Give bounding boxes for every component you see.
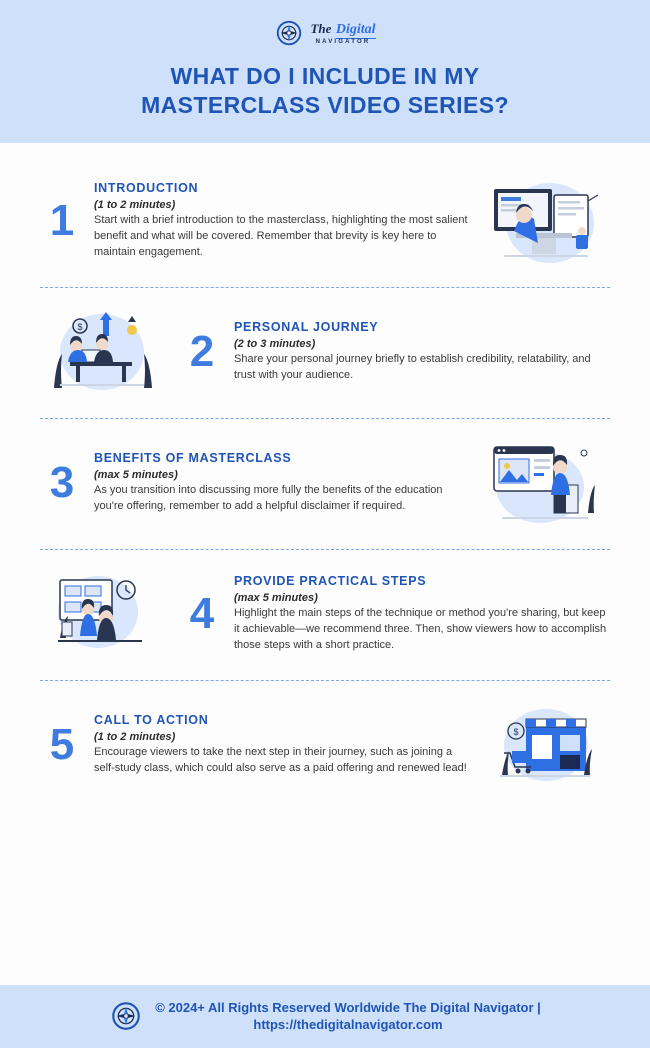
online-store-cart-illustration (480, 695, 610, 795)
step-body: As you transition into discussing more fully the benefits of the education you're offering, remember to add a helpful disclaimer if required. (94, 483, 443, 512)
step-heading: PROVIDE PRACTICAL STEPS (234, 573, 427, 588)
step-duration: (1 to 2 minutes) (94, 730, 176, 743)
step-number: 5 (49, 719, 75, 769)
step-item-1 (40, 157, 610, 287)
compass-icon (274, 18, 304, 48)
step-text (234, 320, 610, 384)
whiteboard-planning-illustration (40, 564, 170, 664)
steps-list (0, 143, 650, 985)
step-item-4 (40, 550, 610, 680)
step-item-2 (40, 288, 610, 418)
step-number: 1 (49, 195, 75, 245)
step-number: 4 (189, 588, 215, 638)
svg-text:$: $ (513, 726, 519, 737)
step-text (94, 181, 470, 261)
footer-line2[interactable]: https://thedigitalnavigator.com (253, 1017, 443, 1033)
presentation-screen-illustration (480, 171, 610, 271)
compass-icon (109, 999, 143, 1033)
step-body: Share your personal journey briefly to establish credibility, relatability, and trust with your audience. (234, 352, 591, 381)
footer-band (0, 985, 650, 1048)
brand-wordmark (310, 21, 375, 45)
step-body: Highlight the main steps of the technique or method you're sharing, but keep it achievable—we recommend three. Then, show viewers how to accomplish those steps with a short practice. (234, 606, 607, 651)
step-heading: PERSONAL JOURNEY (234, 319, 379, 334)
step-number: 2 (189, 326, 215, 376)
brand-digital: Digital (335, 22, 376, 37)
svg-text:$: $ (77, 321, 83, 332)
page-title-line1: WHAT DO I INCLUDE IN MY (170, 63, 480, 89)
step-duration: (1 to 2 minutes) (94, 198, 176, 211)
step-heading: BENEFITS OF MASTERCLASS (94, 450, 292, 465)
team-meeting-growth-illustration (40, 302, 170, 402)
step-body: Start with a brief introduction to the masterclass, highlighting the most salient benefit and what will be covered. Remember that brevity is key here to maintain engagement. (94, 213, 468, 258)
step-heading: CALL TO ACTION (94, 712, 209, 727)
step-item-5 (40, 681, 610, 811)
step-number: 3 (49, 457, 75, 507)
step-item-3 (40, 419, 610, 549)
woman-with-media-window-illustration (480, 433, 610, 533)
page-title (30, 62, 620, 121)
step-text (94, 713, 470, 777)
footer-copyright (155, 999, 541, 1034)
brand-logo (30, 18, 620, 48)
footer-line1: © 2024+ All Rights Reserved Worldwide The Digital Navigator | (155, 999, 541, 1015)
step-heading: INTRODUCTION (94, 180, 199, 195)
step-body: Encourage viewers to take the next step in their journey, such as joining a self-study class, which could also serve as a paid offering and renewed lead! (94, 745, 467, 774)
page-title-line2: MASTERCLASS VIDEO SERIES? (141, 92, 509, 119)
step-text (94, 451, 470, 515)
brand-navigator: NAVIGATOR (315, 39, 371, 45)
brand-the: The (310, 21, 332, 36)
step-text (234, 574, 610, 654)
step-duration: (max 5 minutes) (94, 468, 178, 481)
step-duration: (2 to 3 minutes) (234, 337, 316, 350)
step-duration: (max 5 minutes) (234, 591, 318, 604)
header-band (0, 0, 650, 143)
